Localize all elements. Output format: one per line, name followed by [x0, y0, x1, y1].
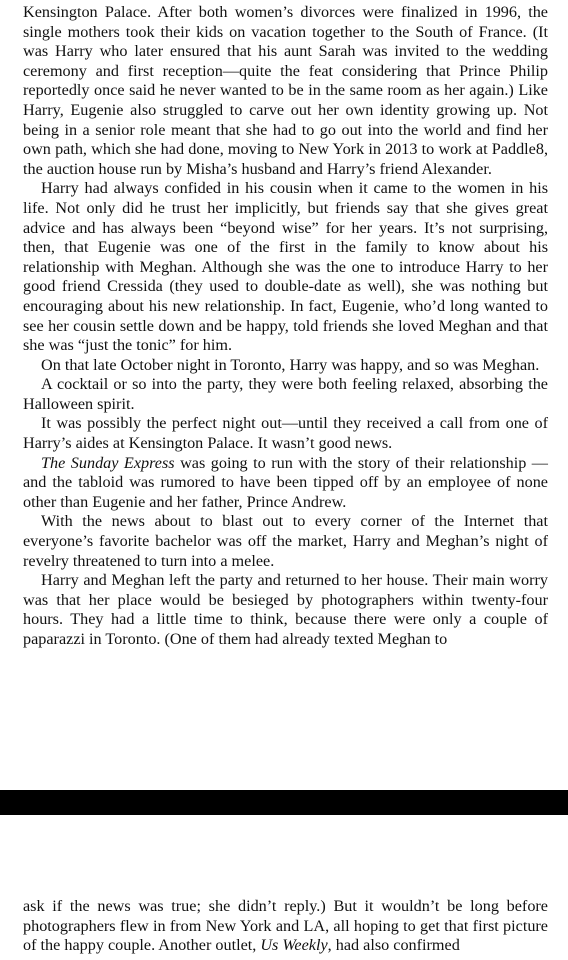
paragraph-2: Harry had always confided in his cousin when it came to the women in his life. Not only did he trust her implicitly, but friends say that she gives great advice and has always been “beyond wise” for her years. It’s not surprising, then, that Eugenie was one of the first in the family to know about his relationship with Meghan. Although she was the one to introduce Harry to her good friend Cressida (they used to double-date as well), she was nothing but encouraging about his new relationship. In fact, Eugenie, who’d long wanted to see her cousin settle down and be happy, told friends she loved Meghan and that she was “just the tonic” for him.	[23, 179, 548, 355]
publication-title: The Sunday Express	[41, 453, 175, 472]
next-page-paragraph-1-end: , had also confirmed	[327, 936, 460, 955]
paragraph-6-text: was going to run with the story of their relationship —and the tabloid was rumored to have been tipped off by an employee of none other than Eugenie and her father, Prince Andrew.	[23, 453, 548, 511]
page-body-text	[23, 3, 548, 650]
paragraph-7: With the news about to blast out to every corner of the Internet that everyone’s favorite bachelor was off the market, Harry and Meghan’s night of revelry threatened to turn into a melee.	[23, 512, 548, 570]
paragraph-3: On that late October night in Toronto, Harry was happy, and so was Meghan.	[41, 355, 540, 374]
paragraph-1: Kensington Palace. After both women’s divorces were finalized in 1996, the single mothers took their kids on vacation together to the South of France. (It was Harry who later ensured that his aunt Sarah was invited to the wedding ceremony and first reception—quite the feat considering that Prince Philip reportedly once said he never wanted to be in the same room as her again.) Like Harry, Eugenie also struggled to carve out her own identity growing up. Not being in a senior role meant that she had to go out into the world and find her own path, which she had done, moving to New York in 2013 to work at Paddle8, the auction house run by Misha’s husband and Harry’s friend Alexander.	[23, 3, 548, 178]
ebook-page-lower	[0, 815, 568, 960]
next-page-paragraph-1-start: ask if the news was true; she didn’t reply.) But it wouldn’t be long before photographers flew in from New York and LA, all hoping to get that first picture of the happy couple. Another outlet,	[23, 897, 548, 955]
page-break-bar	[0, 790, 568, 815]
paragraph-8: Harry and Meghan left the party and returned to her house. Their main worry was that her place would be besieged by photographers within twenty-four hours. They had a little time to think, because there were only a couple of paparazzi in Toronto. (One of them had already texted Meghan to	[23, 571, 548, 648]
publication-title-us-weekly: Us Weekly	[260, 936, 328, 955]
next-page-body-text	[23, 897, 548, 956]
paragraph-6	[23, 454, 548, 513]
paragraph-5: It was possibly the perfect night out—until they received a call from one of Harry’s aides at Kensington Palace. It wasn’t good news.	[23, 414, 548, 453]
next-page-paragraph-1	[23, 897, 548, 956]
paragraph-4: A cocktail or so into the party, they were both feeling relaxed, absorbing the Halloween spirit.	[23, 375, 548, 413]
